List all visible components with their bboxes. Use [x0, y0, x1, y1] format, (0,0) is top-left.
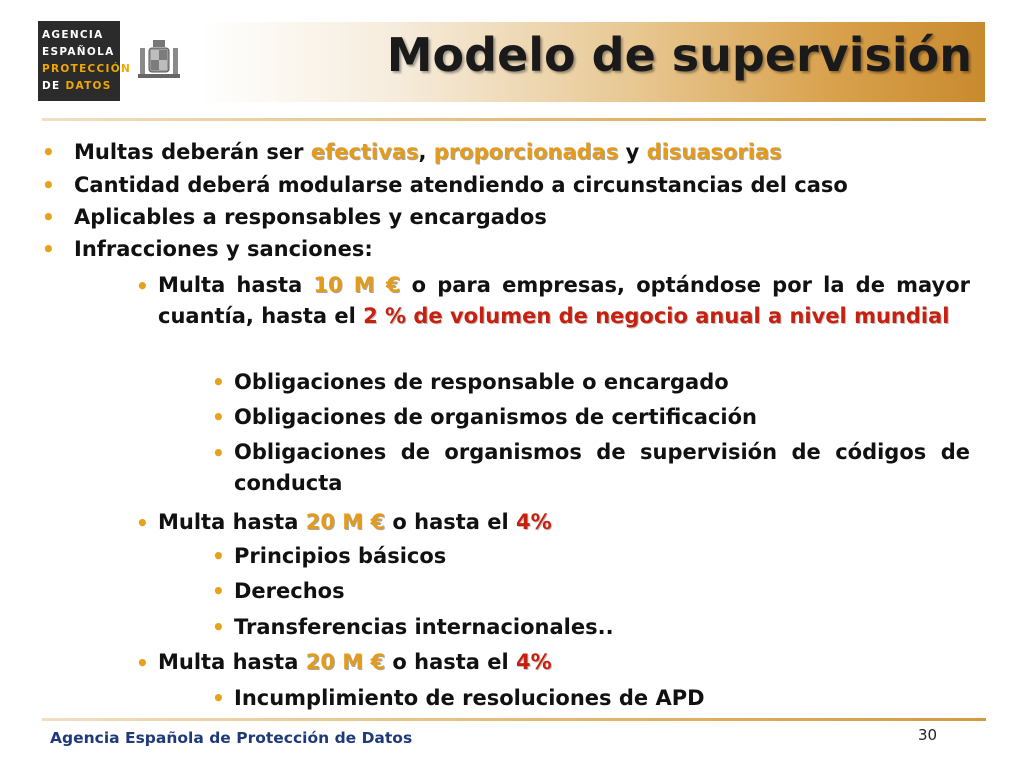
page-number: 30	[918, 726, 938, 744]
bullet-dot: •	[136, 651, 149, 675]
bullet-dot: •	[212, 544, 225, 568]
sub-bullet-multa-20m-a: Multa hasta 20 M € o hasta el 4%	[158, 510, 552, 534]
sub-bullet-multa-10m: Multa hasta 10 M € o para empresas, optándose por la de mayor cuantía, hasta el 2 % de volumen de negocio anual a nivel mundial	[158, 273, 970, 328]
logo-line-1: AGENCIA	[42, 29, 104, 41]
item-obligaciones-responsable: Obligaciones de responsable o encargado	[234, 370, 729, 394]
bullet-dot: •	[212, 615, 225, 639]
logo-line-3: PROTECCIÓN	[42, 63, 132, 75]
bullet-dot: •	[212, 579, 225, 603]
bullet-dot: •	[212, 686, 225, 710]
logo-line-2: ESPAÑOLA DE	[42, 46, 138, 58]
bullet-dot: •	[136, 511, 149, 535]
bullet-dot: •	[212, 405, 225, 429]
bullet-dot: •	[42, 140, 55, 164]
sub-bullet-multa-20m-b: Multa hasta 20 M € o hasta el 4%	[158, 650, 552, 674]
bullet-dot: •	[42, 205, 55, 229]
bullet-dot: •	[42, 173, 55, 197]
bullet-dot: •	[136, 274, 149, 298]
item-incumplimiento: Incumplimiento de resoluciones de APD	[234, 686, 705, 710]
page-title: Modelo de supervisión	[386, 28, 972, 82]
logo-line-4b: DATOS	[65, 80, 112, 92]
item-obligaciones-supervision: Obligaciones de organismos de supervisión de códigos de conducta	[234, 440, 970, 495]
item-principios: Principios básicos	[234, 544, 447, 568]
bullet-aplicables: Aplicables a responsables y encargados	[74, 205, 547, 229]
item-derechos: Derechos	[234, 579, 345, 603]
logo-line-4a: DE	[42, 80, 61, 92]
footer-divider	[42, 718, 986, 721]
bullet-cantidad: Cantidad deberá modularse atendiendo a circunstancias del caso	[74, 173, 848, 197]
bullet-dot: •	[212, 441, 225, 465]
item-obligaciones-certificacion: Obligaciones de organismos de certificación	[234, 405, 757, 429]
bullet-multas-efectivas: Multas deberán ser efectivas, proporcionadas y disuasorias	[74, 140, 782, 164]
bullet-dot: •	[42, 237, 55, 261]
footer-agency-name: Agencia Española de Protección de Datos	[50, 729, 413, 747]
item-transferencias: Transferencias internacionales..	[234, 615, 614, 639]
bullet-infracciones: Infracciones y sanciones:	[74, 237, 373, 261]
bullet-dot: •	[212, 370, 225, 394]
